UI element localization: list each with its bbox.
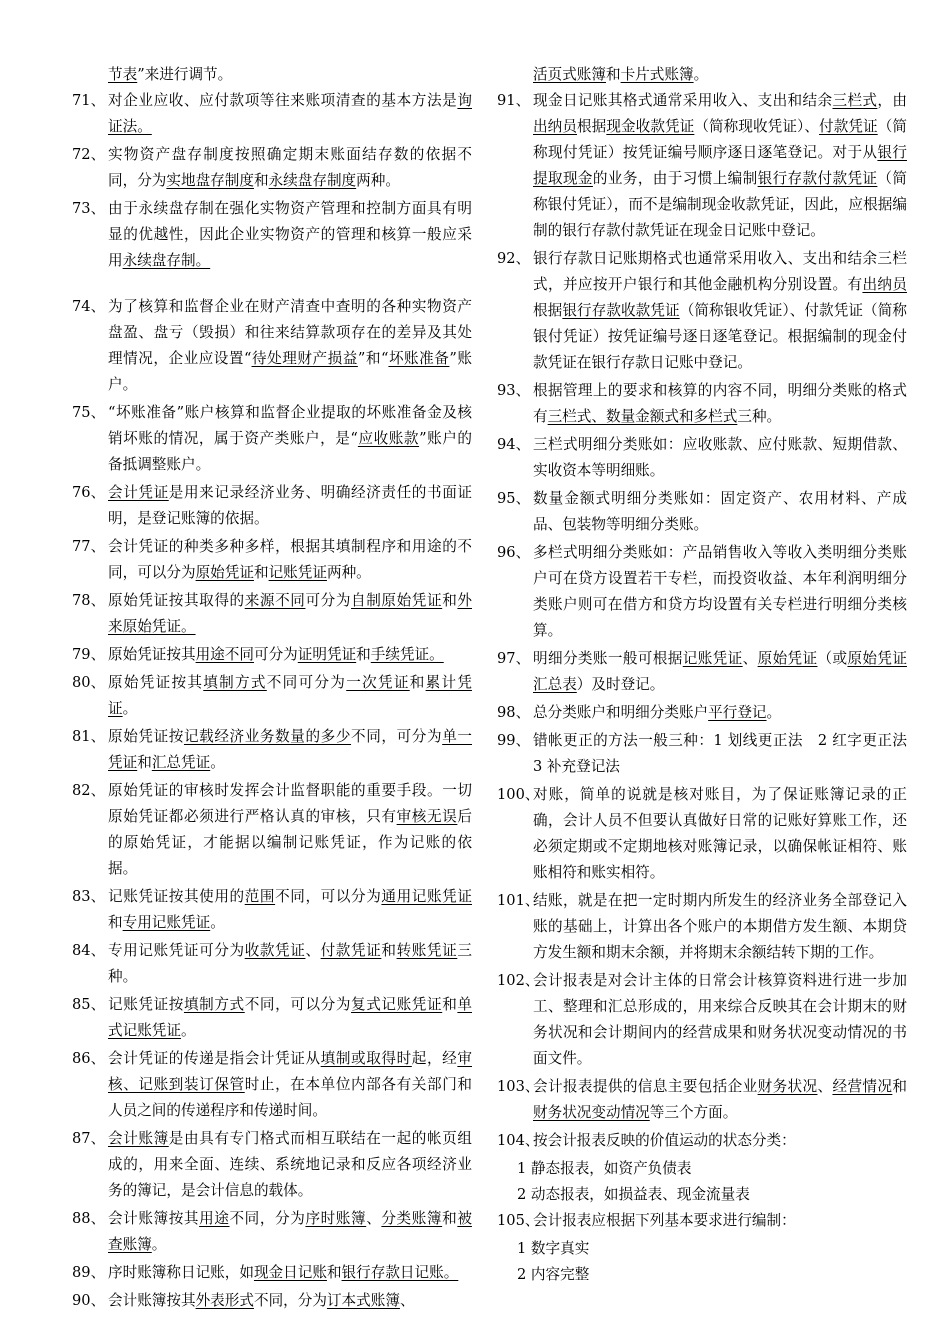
underlined-term: 财务状况 (757, 1078, 818, 1095)
underlined-term: 三栏式 (832, 92, 878, 109)
underlined-term: 订本式账簿 (326, 1292, 400, 1309)
item-text: 会计报表提供的信息主要包括企业 (533, 1078, 758, 1095)
list-item (497, 1074, 907, 1126)
underlined-term: 原始凭证 (757, 650, 818, 667)
item-text: 时止，在本单位内部各有关部门和人员之间的传递程序和传递时间。 (108, 1076, 472, 1119)
item-text: （或 (817, 650, 848, 667)
item-text: 会计报表应根据下列基本要求进行编制： (533, 1212, 796, 1229)
item-number: 91、 (497, 92, 531, 109)
item-text: 两种。 (356, 172, 400, 189)
item-number: 71、 (72, 92, 106, 109)
item-text: 原始凭证的审核时发挥会计监督职能的重要手段。一切原始凭证都必须进行严格认真的审核，只有 (108, 782, 472, 825)
item-number: 98、 (497, 704, 531, 721)
list-item (72, 1288, 472, 1314)
underlined-term: 会计凭证 (108, 484, 169, 501)
item-number: 93、 (497, 382, 531, 399)
item-number: 102、 (497, 972, 540, 989)
item-number: 73、 (72, 200, 106, 217)
item-number: 72、 (72, 146, 106, 163)
item-number: 104、 (497, 1132, 540, 1149)
list-item (72, 142, 472, 194)
item-text: 原始凭证按 (108, 728, 184, 745)
item-number: 85、 (72, 996, 106, 1013)
item-text: （简称银收凭证）、付款凭证（简称银付凭证）按凭证编号逐日逐笔登记。根据编制的现金付款凭证在银行存款日记账中登记。 (533, 302, 907, 371)
item-text: 原始凭证按其 (108, 674, 204, 691)
item-text: 和 (253, 172, 269, 189)
item-number: 95、 (497, 490, 531, 507)
item-text: 。 (766, 704, 782, 721)
list-item (72, 724, 472, 776)
item-text: 和 (442, 996, 458, 1013)
item-number: 99、 (497, 732, 531, 749)
item-number: 83、 (72, 888, 106, 905)
item-text: 可分为 (253, 646, 298, 663)
underlined-term: 待处理财产损益 (251, 350, 358, 367)
item-text: 、 (817, 1078, 833, 1095)
list-item (72, 196, 472, 274)
underlined-term: 原始凭证汇总表 (533, 650, 907, 693)
item-text: 可分为 (305, 592, 352, 609)
item-text: 。 (122, 700, 138, 717)
underlined-term: 收款凭证 (244, 942, 306, 959)
item-text: 会计凭证的传递是指会计凭证从 (108, 1050, 321, 1067)
underlined-term: 一次凭证 (346, 674, 410, 691)
underlined-term: 被查账簿 (108, 1210, 472, 1253)
list-item (72, 1126, 472, 1204)
item-text: 、 (305, 942, 321, 959)
underlined-term: 填制方式 (183, 996, 245, 1013)
item-text: ”来进行调节。 (137, 66, 233, 83)
item-text: 原始凭证按其 (108, 646, 196, 663)
underlined-term: 三栏式、数量金额式和多栏式 (547, 408, 738, 425)
item-text: 和 (892, 1078, 907, 1095)
item-text: 会计凭证的种类多种多样，根据其填制程序和用途的不同，可以分为 (108, 538, 472, 581)
item-text: 数量金额式明细分类账如：固定资产、农用材料、产成品、包装物等明细分类账。 (533, 490, 907, 533)
underlined-term: 现金收款凭证 (606, 118, 695, 135)
underlined-term: 自制原始凭证 (351, 592, 443, 609)
item-text: 和 (108, 914, 123, 931)
list-item (497, 700, 907, 726)
underlined-term: 专用记账凭证 (122, 914, 211, 931)
underlined-term: 现金日记账 (253, 1264, 327, 1281)
item-text: 错帐更正的方法一般三种：1 划线更正法 2 红字更正法 3 补充登记法 (533, 732, 922, 775)
item-text: 对企业应收、应付款项等往来账项清查的基本方法是 (108, 92, 458, 109)
list-item (497, 646, 907, 698)
underlined-term: 付款凭证 (819, 118, 878, 135)
item-text: 。 (210, 754, 225, 771)
underlined-term: 银行存款付款凭证 (757, 170, 878, 187)
item-number: 90、 (72, 1292, 106, 1309)
list-item (497, 782, 907, 886)
item-text: 和 (356, 646, 371, 663)
list-item (497, 1208, 907, 1234)
item-text: 起，经 (411, 1050, 458, 1067)
item-text: 不同，分为 (253, 1292, 327, 1309)
item-number: 87、 (72, 1130, 106, 1147)
list-item (72, 534, 472, 586)
list-item (72, 670, 472, 722)
item-text: 银行存款日记账期格式也通常采用收入、支出和结余三栏式，并应按开户银行和其他金融机构分别设置。有 (533, 250, 907, 293)
underlined-term: 坏账准备 (388, 350, 450, 367)
item-text: 由于永续盘存制在强化实物资产管理和控制方面具有明显的优越性，因此企业实物资产的管理和核算一般应采用 (108, 200, 472, 269)
item-text: 三种。 (737, 408, 782, 425)
underlined-term: 记账凭证 (682, 650, 743, 667)
underlined-term: 实地盘存制度 (166, 172, 254, 189)
item-number: 86、 (72, 1050, 106, 1067)
item-text: 2 动态报表，如损益表、现金流量表 (517, 1186, 750, 1203)
underlined-term: 原始凭证 (195, 564, 254, 581)
list-item (497, 888, 907, 966)
continued-text (497, 62, 907, 88)
underlined-term: 询证法。 (108, 92, 472, 135)
list-item (497, 540, 907, 644)
item-text: 等三个方面。 (649, 1104, 738, 1121)
item-number: 80、 (72, 674, 106, 691)
list-item (72, 88, 472, 140)
item-text: 明细分类账一般可根据 (533, 650, 683, 667)
spacer (72, 276, 472, 294)
underlined-term: 节表 (108, 66, 138, 83)
list-item (72, 992, 472, 1044)
item-text: 。 (151, 1236, 167, 1253)
underlined-term: 永续盘存制。 (122, 252, 211, 269)
underlined-term: 应收账款 (357, 430, 420, 447)
item-text: 的业务，由于习惯上编制 (592, 170, 758, 187)
item-text: 和 (605, 66, 621, 83)
item-number: 82、 (72, 782, 106, 799)
item-text: 是用来记录经济业务、明确经济责任的书面证明，是登记账簿的依据。 (108, 484, 472, 527)
underlined-term: 外来原始凭证。 (108, 592, 472, 635)
item-text: 后的原始凭证，才能据以编制记账凭证，作为记账的依据。 (108, 808, 472, 877)
item-text: 三栏式明细分类账如：应收账款、应付账款、短期借款、实收资本等明细账。 (533, 436, 907, 479)
item-number: 77、 (72, 538, 106, 555)
item-text: ”和“ (357, 350, 389, 367)
item-text: 。 (693, 66, 709, 83)
item-text: 和 (442, 1210, 458, 1227)
underlined-term: 外表形式 (195, 1292, 254, 1309)
item-number: 76、 (72, 484, 106, 501)
list-subitem (497, 1262, 907, 1288)
list-item (72, 938, 472, 990)
item-text: “坏账准备”账户核算和监督企业提取的坏账准备金及核销坏账的情况，属于资产类账户，是“ (108, 404, 472, 447)
underlined-term: 单式记账凭证 (108, 996, 472, 1039)
underlined-term: 序时账簿 (305, 1210, 367, 1227)
underlined-term: 银行存款收款凭证 (562, 302, 680, 319)
item-text: 记账凭证按其使用的 (108, 888, 245, 905)
list-item (497, 968, 907, 1072)
list-item (72, 778, 472, 882)
underlined-term: 卡片式账簿 (620, 66, 694, 83)
item-text: 2 内容完整 (517, 1266, 590, 1283)
item-text: ”账户。 (108, 350, 472, 393)
item-text: 会计账簿按其 (108, 1292, 196, 1309)
item-text: 是由具有专门格式而相互联结在一起的帐页组成的，用来全面、连续、系统地记录和反应各项经济业务的簿记，是会计信息的载体。 (108, 1130, 472, 1199)
item-text: 不同，可以分为 (275, 888, 382, 905)
continued-text (72, 62, 472, 88)
item-number: 103、 (497, 1078, 540, 1095)
item-text: 和 (442, 592, 458, 609)
item-text: 不同，分为 (229, 1210, 306, 1227)
item-text: 和 (326, 1264, 342, 1281)
item-text: 。 (210, 914, 225, 931)
underlined-term: 范围 (244, 888, 276, 905)
list-item (72, 480, 472, 532)
item-number: 78、 (72, 592, 106, 609)
list-subitem (497, 1236, 907, 1262)
underlined-term: 付款凭证 (320, 942, 382, 959)
item-number: 94、 (497, 436, 531, 453)
list-item (497, 432, 907, 484)
underlined-term: 复式记账凭证 (351, 996, 443, 1013)
underlined-term: 累计凭证 (108, 674, 472, 717)
item-number: 75、 (72, 404, 106, 421)
underlined-term: 审核无误 (396, 808, 458, 825)
item-number: 84、 (72, 942, 106, 959)
item-text: 记账凭证按 (108, 996, 184, 1013)
item-text: 和 (381, 942, 397, 959)
item-text: ”账户的备抵调整账户。 (108, 430, 472, 473)
item-text: 两种。 (326, 564, 371, 581)
item-text: 不同，可分为 (351, 728, 443, 745)
item-text: （简称现收凭证）、 (694, 118, 820, 135)
list-item (72, 1046, 472, 1124)
item-text: 现金日记账其格式通常采用收入、支出和结余 (533, 92, 833, 109)
item-text: 、 (399, 1292, 415, 1309)
underlined-term: 出纳员 (533, 118, 577, 135)
item-text: 序时账簿称日记账，如 (108, 1264, 254, 1281)
item-number: 81、 (72, 728, 106, 745)
underlined-term: 审核、记账到装订保管 (108, 1050, 472, 1093)
list-item (497, 246, 907, 376)
item-text: 根据管理上的要求和核算的内容不同，明细分类账的格式有 (533, 382, 907, 425)
underlined-term: 记载经济业务数量的多少 (183, 728, 352, 745)
item-text: （简称银付凭证），而不是编制现金收款凭证，因此，应根据编制的银行存款付款凭证在现金日记账中登记。 (533, 170, 907, 239)
item-text: 会计账簿按其 (108, 1210, 200, 1227)
list-item (497, 378, 907, 430)
underlined-term: 转账凭证 (396, 942, 458, 959)
underlined-term: 永续盘存制度 (268, 172, 357, 189)
item-text: 、 (742, 650, 758, 667)
item-number: 100、 (497, 786, 540, 803)
item-text: 总分类账户和明细分类账户 (533, 704, 709, 721)
underlined-term: 用途 (199, 1210, 230, 1227)
underlined-term: 活页式账簿 (533, 66, 606, 83)
right-column (497, 62, 922, 1288)
list-subitem (497, 1182, 907, 1208)
list-subitem (497, 1156, 907, 1182)
item-text: 原始凭证按其取得的 (108, 592, 245, 609)
list-item (72, 588, 472, 640)
item-text: 不同可分为 (266, 674, 347, 691)
underlined-term: 通用记账凭证 (381, 888, 472, 905)
item-number: 88、 (72, 1210, 106, 1227)
item-text: 和 (409, 674, 426, 691)
item-text: 实物资产盘存制度按照确定期末账面结存数的依据不同，分为 (108, 146, 472, 189)
item-text: 结账，就是在把一定时期内所发生的经济业务全部登记入账的基础上，计算出各个账户的本期借方发生额、本期贷方发生额和期末余额，并将期末余额结转下期的工作。 (533, 892, 907, 961)
left-column (72, 62, 472, 1316)
underlined-term: 用途不同 (195, 646, 254, 663)
underlined-term: 填制方式 (203, 674, 267, 691)
list-item (497, 486, 907, 538)
item-number: 74、 (72, 298, 106, 315)
item-text: 和 (253, 564, 269, 581)
item-number: 105、 (497, 1212, 540, 1229)
list-item (72, 1206, 472, 1258)
list-item (497, 728, 922, 780)
item-text: 、 (366, 1210, 382, 1227)
list-item (72, 1260, 472, 1286)
underlined-term: 银行存款日记账。 (341, 1264, 459, 1281)
item-number: 92、 (497, 250, 531, 267)
item-number: 101、 (497, 892, 540, 909)
item-text: ，由 (877, 92, 907, 109)
item-text: 根据 (577, 118, 607, 135)
underlined-term: 平行登记 (708, 704, 767, 721)
item-number: 96、 (497, 544, 531, 561)
underlined-term: 银行提取现金 (533, 144, 907, 187)
item-text: 三种。 (108, 942, 472, 985)
list-item (72, 400, 472, 478)
underlined-term: 证明凭证 (297, 646, 357, 663)
item-text: ）及时登记。 (576, 676, 665, 693)
item-text: 不同，可以分为 (244, 996, 352, 1013)
underlined-term: 会计账簿 (108, 1130, 169, 1147)
item-text: 多栏式明细分类账如：产品销售收入等收入类明细分类账户可在贷方设置若干专栏，而投资收益、本年利润明细分类账户则可在借方和贷方均设置有关专栏进行明细分类核算。 (533, 544, 907, 639)
underlined-term: 汇总凭证 (151, 754, 211, 771)
item-text: 。 (180, 1022, 196, 1039)
underlined-term: 记账凭证 (268, 564, 327, 581)
list-item (497, 1128, 907, 1154)
item-text: 根据 (533, 302, 563, 319)
item-text: 1 数字真实 (517, 1240, 590, 1257)
underlined-term: 填制或取得时 (320, 1050, 412, 1067)
underlined-term: 出纳员 (862, 276, 907, 293)
item-text: 会计报表是对会计主体的日常会计核算资料进行进一步加工、整理和汇总形成的，用来综合反映其在会计期末的财务状况和会计期间内的经营成果和财务状况变动情况的书面文件。 (533, 972, 907, 1067)
list-item (72, 884, 472, 936)
underlined-term: 手续凭证。 (370, 646, 444, 663)
item-number: 97、 (497, 650, 531, 667)
item-text: 和 (137, 754, 152, 771)
underlined-term: 经营情况 (832, 1078, 893, 1095)
item-text: 按会计报表反映的价值运动的状态分类： (533, 1132, 796, 1149)
underlined-term: 分类账簿 (381, 1210, 443, 1227)
list-item (497, 88, 907, 244)
list-item (72, 294, 472, 398)
underlined-term: 财务状况变动情况 (533, 1104, 650, 1121)
item-text: 1 静态报表，如资产负债表 (517, 1160, 692, 1177)
item-text: 为了核算和监督企业在财产清查中查明的各种实物资产盘盈、盘亏（毁损）和往来结算款项存在的差异及其处理情况，企业应设置“ (108, 298, 472, 367)
item-text: （简称现付凭证）按凭证编号顺序逐日逐笔登记。对于从 (533, 118, 907, 161)
item-text: 对账，简单的说就是核对账目，为了保证账簿记录的正确，会计人员不但要认真做好日常的记账好算账工作，还必须定期或不定期地核对账簿记录，以确保帐证相符、账账相符和账实相符。 (533, 786, 907, 881)
list-item (72, 642, 472, 668)
underlined-term: 单一凭证 (108, 728, 472, 771)
item-number: 79、 (72, 646, 106, 663)
item-number: 89、 (72, 1264, 106, 1281)
item-text: 专用记账凭证可分为 (108, 942, 245, 959)
underlined-term: 来源不同 (244, 592, 306, 609)
